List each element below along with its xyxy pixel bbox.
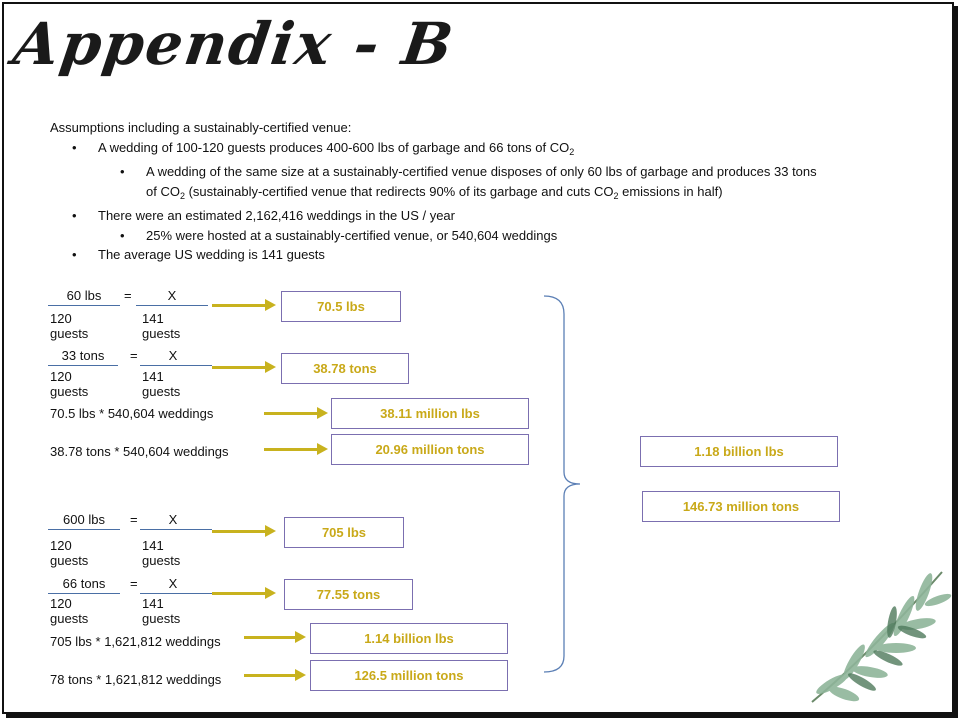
calc-line: 705 lbs * 1,621,812 weddings bbox=[50, 634, 221, 649]
result-box: 126.5 million tons bbox=[310, 660, 508, 691]
bullet-item: • There were an estimated 2,162,416 weddings in the US / year bbox=[72, 208, 455, 223]
calc-line: 70.5 lbs * 540,604 weddings bbox=[50, 406, 214, 421]
bullet-item: • A wedding of 100-120 guests produces 400-600 lbs of garbage and 66 tons of $CO_2$ bbox=[72, 139, 575, 157]
sub-bullet-item: • 25% were hosted at a sustainably-certified venue, or 540,604 weddings bbox=[120, 227, 558, 243]
olive-branch-decoration-icon bbox=[792, 562, 952, 712]
arrow bbox=[212, 592, 266, 595]
arrow bbox=[264, 412, 318, 415]
page-title: Appendix - B bbox=[9, 10, 459, 78]
calc-line: 38.78 tons * 540,604 weddings bbox=[50, 444, 229, 459]
grouping-brace bbox=[542, 294, 586, 676]
assumptions-heading: Assumptions including a sustainably-certified venue: bbox=[50, 120, 352, 135]
result-box: 20.96 million tons bbox=[331, 434, 529, 465]
result-box: 1.14 billion lbs bbox=[310, 623, 508, 654]
total-tons-box: 146.73 million tons bbox=[642, 491, 840, 522]
result-box: 70.5 lbs bbox=[281, 291, 401, 322]
arrow bbox=[244, 674, 296, 677]
result-box: 705 lbs bbox=[284, 517, 404, 548]
result-box: 38.78 tons bbox=[281, 353, 409, 384]
sub-bullet-continuation: of $CO_2$ (sustainably-certified venue that redirects 90% of its garbage and cuts $CO_2$ emissions in half) bbox=[146, 183, 723, 201]
assumptions-block bbox=[50, 118, 817, 265]
bullet-item: • The average US wedding is 141 guests bbox=[72, 247, 325, 262]
result-box: 77.55 tons bbox=[284, 579, 413, 610]
arrow bbox=[244, 636, 296, 639]
arrow bbox=[212, 304, 266, 307]
result-box: 38.11 million lbs bbox=[331, 398, 529, 429]
arrow bbox=[264, 448, 318, 451]
total-lbs-box: 1.18 billion lbs bbox=[640, 436, 838, 467]
calc-line: 78 tons * 1,621,812 weddings bbox=[50, 672, 222, 687]
arrow bbox=[212, 530, 266, 533]
sub-bullet-item: • A wedding of the same size at a sustainably-certified venue disposes of only 60 lbs of garbage and produces 33 tons bbox=[120, 164, 817, 179]
arrow bbox=[212, 366, 266, 369]
